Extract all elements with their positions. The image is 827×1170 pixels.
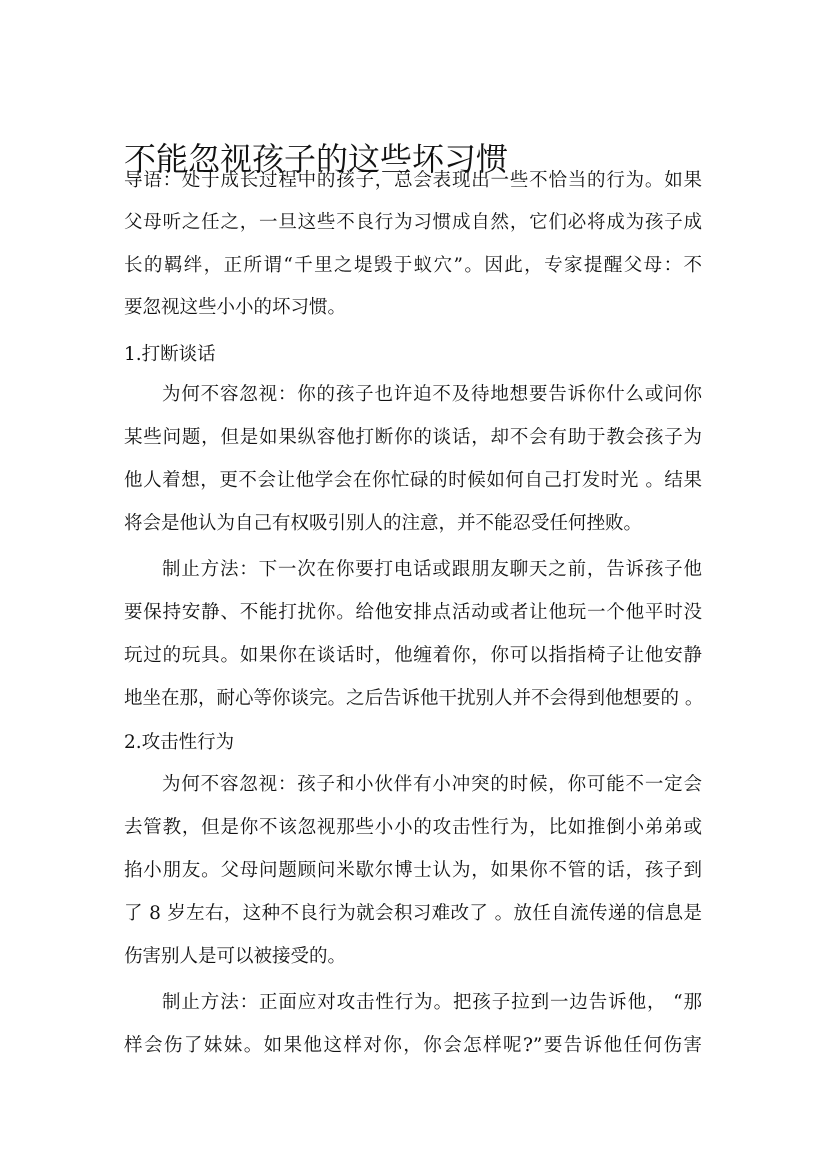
paragraph-line: 为何不容忽视：孩子和小伙伴有小冲突的时候，你可能不一定会 <box>162 774 702 795</box>
paragraph-line: 玩过的玩具。如果你在谈话时，他缠着你，你可以指指椅子让他安静 <box>124 645 702 666</box>
paragraph-line: 伤害别人是可以被接受的。 <box>124 946 347 967</box>
paragraph-line: 样会伤了妹妹。如果他这样对你，你会怎样呢?”要告诉他任何伤害 <box>124 1035 702 1056</box>
paragraph-line: 要保持安静、不能打扰你。给他安排点活动或者让他玩一个他平时没 <box>124 602 702 623</box>
paragraph-line: 为何不容忽视：你的孩子也许迫不及待地想要告诉你什么或问你 <box>162 384 702 405</box>
paragraph-line: 地坐在那，耐心等你谈完。之后告诉他干扰别人并不会得到他想要的 。 <box>124 688 704 709</box>
intro-line: 父母听之任之，一旦这些不良行为习惯成自然，它们必将成为孩子成 <box>124 212 702 233</box>
paragraph-line: 去管教，但是你不该忽视那些小小的攻击性行为，比如推倒小弟弟或 <box>124 817 702 838</box>
paragraph-line: 掐小朋友。父母问题顾问米歇尔博士认为，如果你不管的话，孩子到 <box>124 860 702 881</box>
intro-line: 导语：处于成长过程中的孩子，总会表现出一些不恰当的行为。如果 <box>124 170 702 191</box>
intro-line: 长的羁绊，正所谓“千里之堤毁于蚁穴”。因此，专家提醒父母：不 <box>124 255 702 276</box>
paragraph-line: 某些问题，但是如果纵容他打断你的谈话，却不会有助于教会孩子为 <box>124 427 702 448</box>
paragraph-line: 制止方法：正面应对攻击性行为。把孩子拉到一边告诉他， “那 <box>162 992 702 1013</box>
paragraph-line: 了 8 岁左右，这种不良行为就会积习难改了 。放任自流传递的信息是 <box>124 903 702 924</box>
document-title: 不能忽视孩子的这些坏习惯 <box>124 140 509 179</box>
section-heading: 2.攻击性行为 <box>124 732 235 753</box>
paragraph-line: 他人着想，更不会让他学会在你忙碌的时候如何自己打发时光 。结果 <box>124 470 702 491</box>
paragraph-line: 制止方法：下一次在你要打电话或跟朋友聊天之前，告诉孩子他 <box>162 559 702 580</box>
section-heading: 1.打断谈话 <box>124 344 216 365</box>
paragraph-line: 将会是他认为自己有权吸引别人的注意，并不能忍受任何挫败。 <box>124 513 643 534</box>
intro-line: 要忽视这些小小的坏习惯。 <box>124 297 347 318</box>
